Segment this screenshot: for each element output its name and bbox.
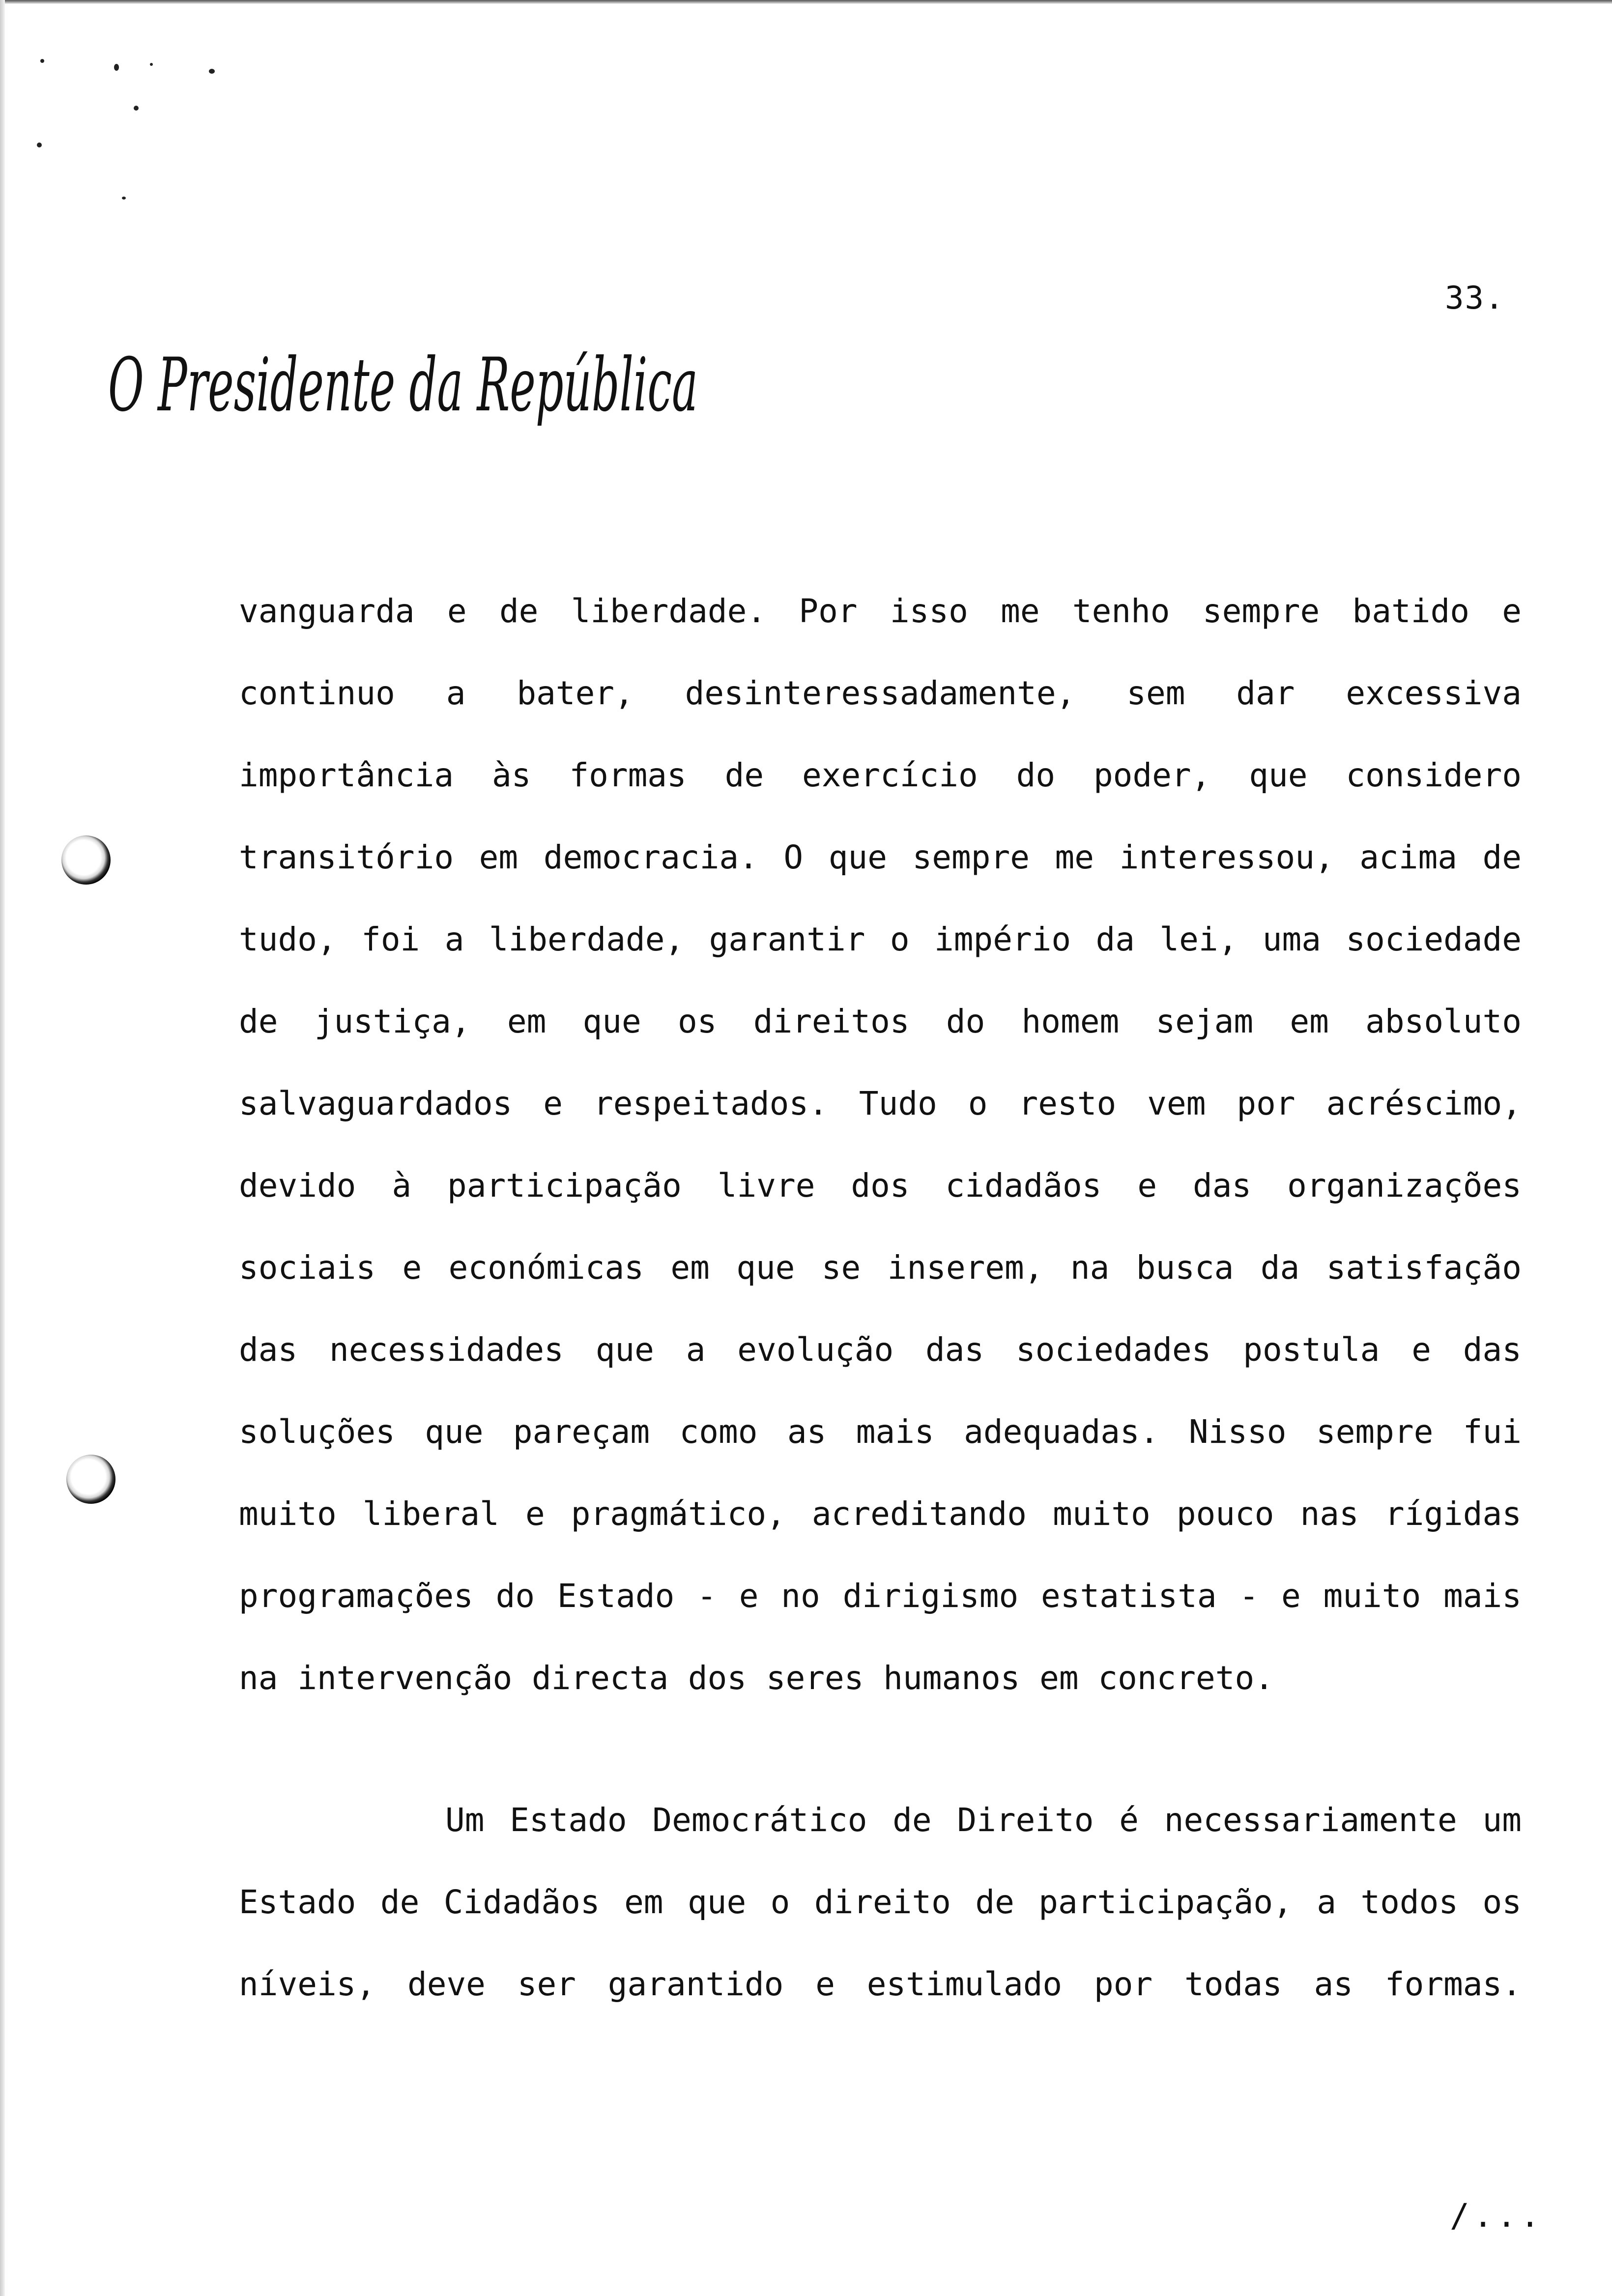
- text-line: devido à participação livre dos cidadãos e das organizações: [239, 1167, 1522, 1205]
- punch-hole: [61, 835, 111, 885]
- scan-speck: [40, 59, 44, 63]
- text-line: importância às formas de exercício do poder, que considero: [239, 756, 1522, 794]
- paragraph-1: [239, 570, 1522, 1719]
- text-line: muito liberal e pragmático, acreditando muito pouco nas rígidas: [239, 1495, 1522, 1533]
- text-line: Um Estado Democrático de Direito é necessariamente um: [445, 1801, 1522, 1839]
- text-line: salvaguardados e respeitados. Tudo o resto vem por acréscimo,: [239, 1085, 1522, 1122]
- letterhead-text: O Presidente da República: [108, 343, 698, 428]
- scan-speck: [150, 63, 153, 66]
- text-line: programações do Estado - e no dirigismo estatista - e muito mais: [239, 1577, 1522, 1615]
- text-line: Estado de Cidadãos em que o direito de participação, a todos os: [239, 1883, 1522, 1921]
- text-line: continuo a bater, desinteressadamente, sem dar excessiva: [239, 674, 1522, 712]
- scan-speck: [37, 143, 42, 147]
- text-line: tudo, foi a liberdade, garantir o império da lei, uma sociedade: [239, 920, 1522, 958]
- scan-left-edge: [0, 0, 5, 2296]
- punch-hole: [66, 1455, 115, 1504]
- text-line: soluções que pareçam como as mais adequadas. Nisso sempre fui: [239, 1413, 1522, 1451]
- letterhead: [108, 339, 703, 437]
- paragraph-2: [239, 1779, 1522, 2025]
- scan-top-edge: [0, 0, 1612, 4]
- text-line: níveis, deve ser garantido e estimulado por todas as formas.: [239, 1965, 1522, 2003]
- scan-speck: [209, 69, 215, 74]
- text-line: na intervenção directa dos seres humanos em concreto.: [239, 1659, 1274, 1697]
- text-line: transitório em democracia. O que sempre me interessou, acima de: [239, 838, 1522, 876]
- page-number: 33.: [1445, 280, 1505, 316]
- text-line: vanguarda e de liberdade. Por isso me tenho sempre batido e: [239, 592, 1522, 630]
- scan-speck: [122, 197, 126, 200]
- text-line: das necessidades que a evolução das sociedades postula e das: [239, 1331, 1522, 1369]
- text-line: sociais e económicas em que se inserem, na busca da satisfação: [239, 1249, 1522, 1287]
- continuation-mark: /...: [1450, 2197, 1544, 2235]
- text-line: de justiça, em que os direitos do homem sejam em absoluto: [239, 1003, 1522, 1040]
- scan-speck: [114, 64, 119, 71]
- scan-speck: [134, 106, 139, 111]
